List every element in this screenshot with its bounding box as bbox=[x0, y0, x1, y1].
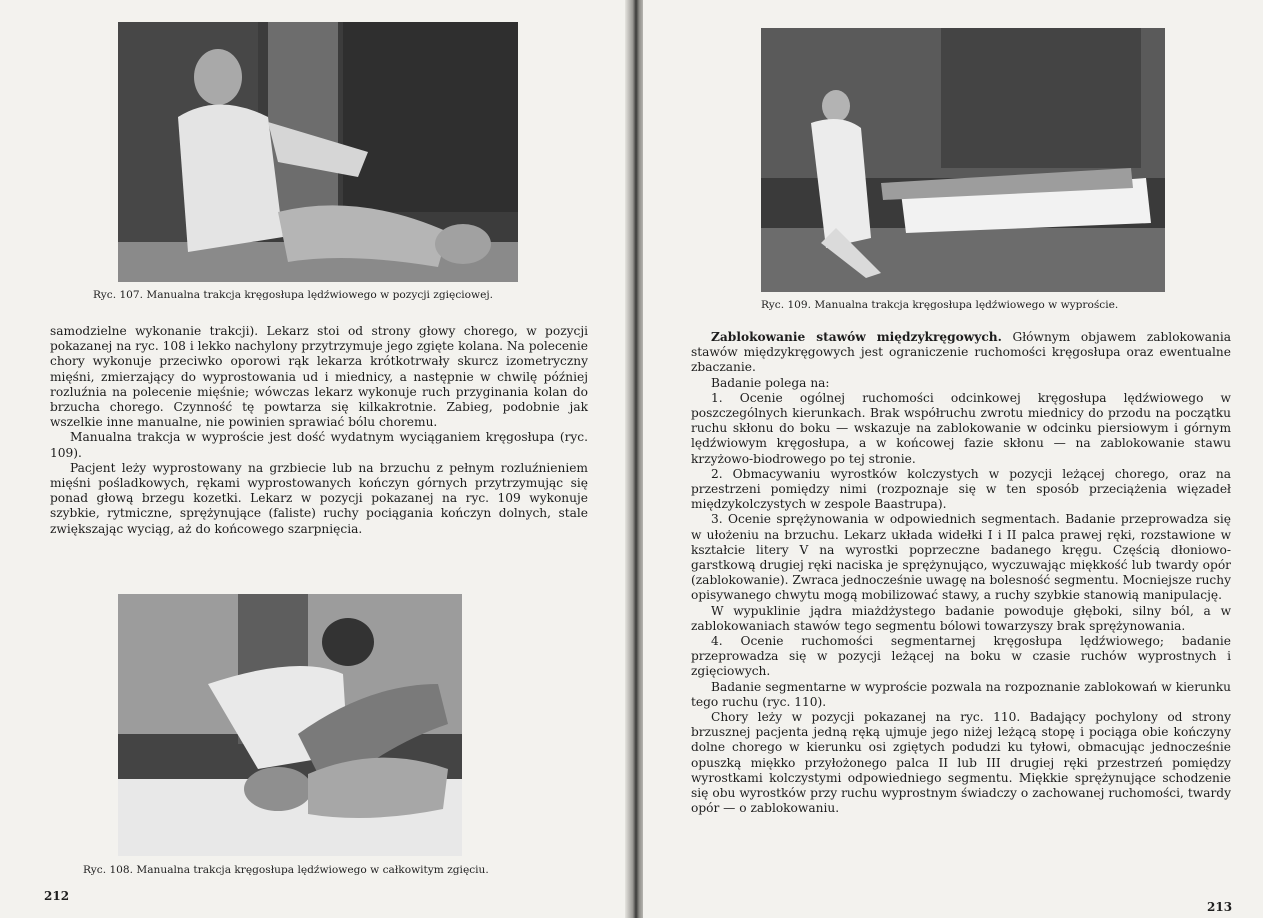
figure-108-photo bbox=[118, 594, 462, 856]
right-page bbox=[643, 0, 1263, 918]
figure-107-caption: Ryc. 107. Manualna trakcja kręgosłupa lędźwiowego w pozycji zgięciowej. bbox=[93, 289, 494, 301]
heading-continuation: Głównym objawem zablokowania stawów międzykręgowych jest ograniczenie ruchomości kręgosłupa oraz ewentualne zbaczanie. bbox=[691, 330, 1231, 375]
figure-107-photo bbox=[118, 22, 518, 282]
paragraph: 1. Ocenie ogólnej ruchomości odcinkowej kręgosłupa lędźwiowego w poszczególnych kierunkach. Brak współruchu zwrotu miednicy do przodu na początku ruchu skłonu do boku — wskazuje na zablokowanie w odcinku piersiowym i górnym lędźwiowym kręgosłupa, a w końcowej fazie skłonu — na zablokowanie stawu krzyżowo-biodrowego po tej stronie. bbox=[691, 390, 1231, 466]
paragraph: 4. Ocenie ruchomości segmentarnej kręgosłupa lędźwiowego; badanie przeprowadza się w pozycji leżącej na boku w czasie ruchów wyprostnych i zgięciowych. bbox=[691, 634, 1231, 679]
paragraph bbox=[691, 330, 1231, 376]
paragraph: W wypuklinie jądra miażdżystego badanie powoduje głęboki, silny ból, a w zablokowaniach stawów tego segmentu bólowi towarzyszy brak sprężynowania. bbox=[691, 603, 1231, 633]
section-heading: Zablokowanie stawów międzykręgowych. bbox=[711, 330, 1002, 344]
left-page bbox=[0, 0, 631, 918]
paragraph: Badanie segmentarne w wyproście pozwala na rozpoznanie zablokowań w kierunku tego ruchu (ryc. 110). bbox=[691, 679, 1231, 709]
right-body-text bbox=[691, 330, 1231, 817]
figure-108-caption: Ryc. 108. Manualna trakcja kręgosłupa lędźwiowego w całkowitym zgięciu. bbox=[83, 864, 489, 876]
paragraph: Badanie polega na: bbox=[711, 375, 830, 390]
page-number: 212 bbox=[44, 889, 70, 903]
paragraph: Chory leży w pozycji pokazanej na ryc. 110. Badający pochylony od strony brzusznej pacjenta jedną ręką ujmuje jego niżej leżącą stopę i pociąga obie kończyny dolne chorego w kierunku osi zgiętych podudzi ku tyłowi, obmacując jednocześnie opuszką miękko przyłożonego palca II lub III drugiej ręki przestrzeń pomiędzy wyrostkami kolczystymi odpowiedniego segmentu. Miękkie sprężynujące schodzenie się obu wyrostków przy ruchu wyprostnym świadczy o zachowanej ruchomości, twardy opór — o zablokowaniu. bbox=[691, 710, 1231, 816]
figure-109-caption: Ryc. 109. Manualna trakcja kręgosłupa lędźwiowego w wyproście. bbox=[761, 299, 1119, 311]
left-body-text bbox=[50, 324, 588, 537]
paragraph: 2. Obmacywaniu wyrostków kolczystych w pozycji leżącej chorego, oraz na przestrzeni pomiędzy nimi (rozpoznaje się w ten sposób przeciążenia więzadeł międzykolczystych w zespole Baastrupa). bbox=[691, 466, 1231, 512]
page-number: 213 bbox=[1207, 900, 1233, 914]
paragraph: Manualna trakcja w wyproście jest dość wydatnym wyciąganiem kręgosłupa (ryc. 109). bbox=[50, 430, 588, 460]
paragraph: 3. Ocenie sprężynowania w odpowiednich segmentach. Badanie przeprowadza się w ułożeniu na brzuchu. Lekarz układa widełki I i II palca prawej ręki, rozstawione w kształcie litery V na wyrostki poprzeczne badanego kręgu. Częścią dłoniowo-garstkową drugiej ręki naciska je sprężynująco, wyczuwając miękkość lub twardy opór (zablokowanie). Zwraca jednocześnie uwagę na bolesność segmentu. Mocniejsze ruchy opisywanego chwytu mogą mobilizować stawy, a ruchy szybkie stanowią manipulację. bbox=[691, 512, 1231, 603]
paragraph: samodzielne wykonanie trakcji). Lekarz stoi od strony głowy chorego, w pozycji pokazanej na ryc. 108 i lekko nachylony przytrzymuje jego zgięte kolana. Na polecenie chory wykonuje przeciwko oporowi rąk lekarza krótkotrwały skurcz izometryczny mięśni, zmierzający do wyprostowania ud i miednicy, a następnie w chwilę później rozluźnia na polecenie mięśnie; wówczas lekarz wykonuje ruch przyginania kolan do brzucha chorego. Czynność tę powtarza się kilkakrotnie. Zabieg, podobnie jak wszelkie inne manualne, nie powinien sprawiać bólu choremu. bbox=[50, 324, 588, 430]
paragraph: Pacjent leży wyprostowany na grzbiecie lub na brzuchu z pełnym rozluźnieniem mięśni pośladkowych, rękami wyprostowanych kończyn górnych przytrzymując się ponad głową brzegu kozetki. Lekarz w pozycji pokazanej na ryc. 109 wykonuje szybkie, rytmiczne, sprężynujące (faliste) ruchy pociągania kończyn dolnych, stale zwiększając wyciąg, aż do końcowego szarpnięcia. bbox=[50, 460, 588, 536]
figure-109-photo bbox=[761, 28, 1165, 292]
